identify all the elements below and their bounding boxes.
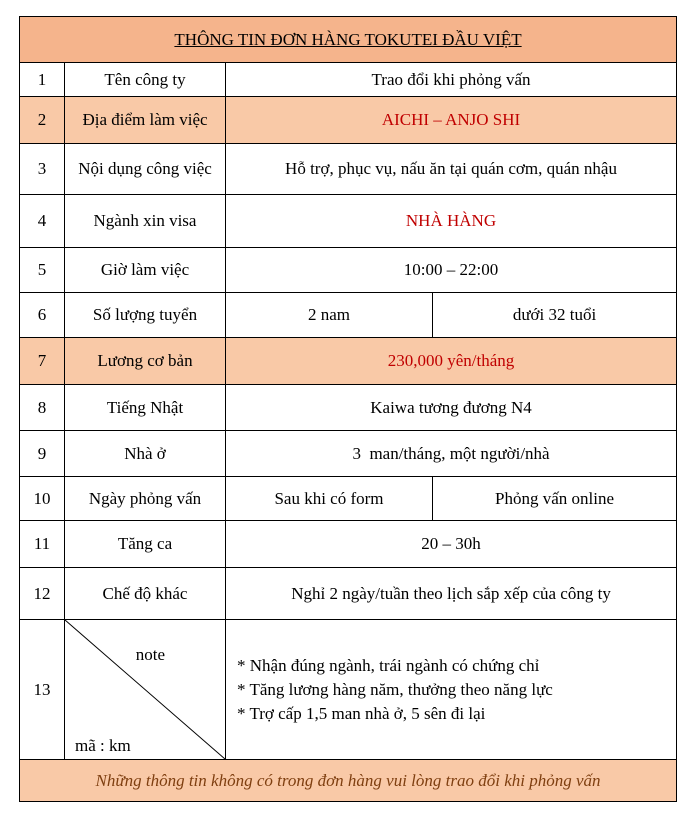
row-label: Tên công ty bbox=[65, 63, 226, 97]
row-value-b: dưới 32 tuổi bbox=[433, 293, 677, 338]
table-row bbox=[20, 195, 677, 248]
table-row bbox=[20, 293, 677, 338]
row-label: Chế độ khác bbox=[65, 568, 226, 620]
row-value: 20 – 30h bbox=[226, 521, 677, 568]
row-number: 5 bbox=[20, 248, 65, 293]
table-row bbox=[20, 620, 677, 760]
footer-row bbox=[20, 760, 677, 802]
row-number: 8 bbox=[20, 385, 65, 431]
row-label: Số lượng tuyển bbox=[65, 293, 226, 338]
note-label: note bbox=[135, 645, 165, 664]
row-number: 11 bbox=[20, 521, 65, 568]
row-label: Ngành xin visa bbox=[65, 195, 226, 248]
diagonal-note-cell bbox=[65, 620, 226, 760]
note-item: * Trợ cấp 1,5 man nhà ở, 5 sên đi lại bbox=[237, 703, 486, 723]
table-row bbox=[20, 568, 677, 620]
row-number: 13 bbox=[20, 620, 65, 760]
row-number: 10 bbox=[20, 477, 65, 521]
row-value: Hỗ trợ, phục vụ, nấu ăn tại quán cơm, quán nhậu bbox=[226, 144, 677, 195]
table-header-row bbox=[20, 17, 677, 63]
row-number: 4 bbox=[20, 195, 65, 248]
notes-list bbox=[226, 620, 677, 760]
row-value: Trao đổi khi phỏng vấn bbox=[226, 63, 677, 97]
note-item: * Tăng lương hàng năm, thưởng theo năng lực bbox=[237, 679, 553, 699]
row-value: 230,000 yên/tháng bbox=[226, 338, 677, 385]
row-value: AICHI – ANJO SHI bbox=[226, 97, 677, 144]
table-row bbox=[20, 431, 677, 477]
row-value: Kaiwa tương đương N4 bbox=[226, 385, 677, 431]
row-number: 2 bbox=[20, 97, 65, 144]
table-title: THÔNG TIN ĐƠN HÀNG TOKUTEI ĐẦU VIỆT bbox=[20, 17, 677, 63]
row-value: Nghỉ 2 ngày/tuần theo lịch sắp xếp của công ty bbox=[226, 568, 677, 620]
table-row bbox=[20, 248, 677, 293]
row-label: Ngày phỏng vấn bbox=[65, 477, 226, 521]
note-item: * Nhận đúng ngành, trái ngành có chứng chỉ bbox=[237, 655, 540, 675]
table-row bbox=[20, 97, 677, 144]
row-value-a: 2 nam bbox=[226, 293, 433, 338]
row-number: 12 bbox=[20, 568, 65, 620]
row-label: Tiếng Nhật bbox=[65, 385, 226, 431]
table-row bbox=[20, 385, 677, 431]
row-value: 3 man/tháng, một người/nhà bbox=[226, 431, 677, 477]
row-value: 10:00 – 22:00 bbox=[226, 248, 677, 293]
table-row bbox=[20, 63, 677, 97]
row-number: 9 bbox=[20, 431, 65, 477]
footer-note: Những thông tin không có trong đơn hàng vui lòng trao đổi khi phỏng vấn bbox=[20, 760, 677, 802]
row-number: 1 bbox=[20, 63, 65, 97]
row-label: Tăng ca bbox=[65, 521, 226, 568]
code-label: mã : km bbox=[75, 736, 131, 755]
row-value-a: Sau khi có form bbox=[226, 477, 433, 521]
row-label: Lương cơ bản bbox=[65, 338, 226, 385]
row-number: 3 bbox=[20, 144, 65, 195]
row-label: Nội dụng công việc bbox=[65, 144, 226, 195]
table-row bbox=[20, 144, 677, 195]
row-label: Nhà ở bbox=[65, 431, 226, 477]
row-value-b: Phỏng vấn online bbox=[433, 477, 677, 521]
row-label: Giờ làm việc bbox=[65, 248, 226, 293]
row-value: NHÀ HÀNG bbox=[226, 195, 677, 248]
table-row bbox=[20, 338, 677, 385]
table-row bbox=[20, 521, 677, 568]
table-row bbox=[20, 477, 677, 521]
order-info-table bbox=[19, 16, 677, 802]
row-number: 7 bbox=[20, 338, 65, 385]
row-number: 6 bbox=[20, 293, 65, 338]
row-label: Địa điểm làm việc bbox=[65, 97, 226, 144]
